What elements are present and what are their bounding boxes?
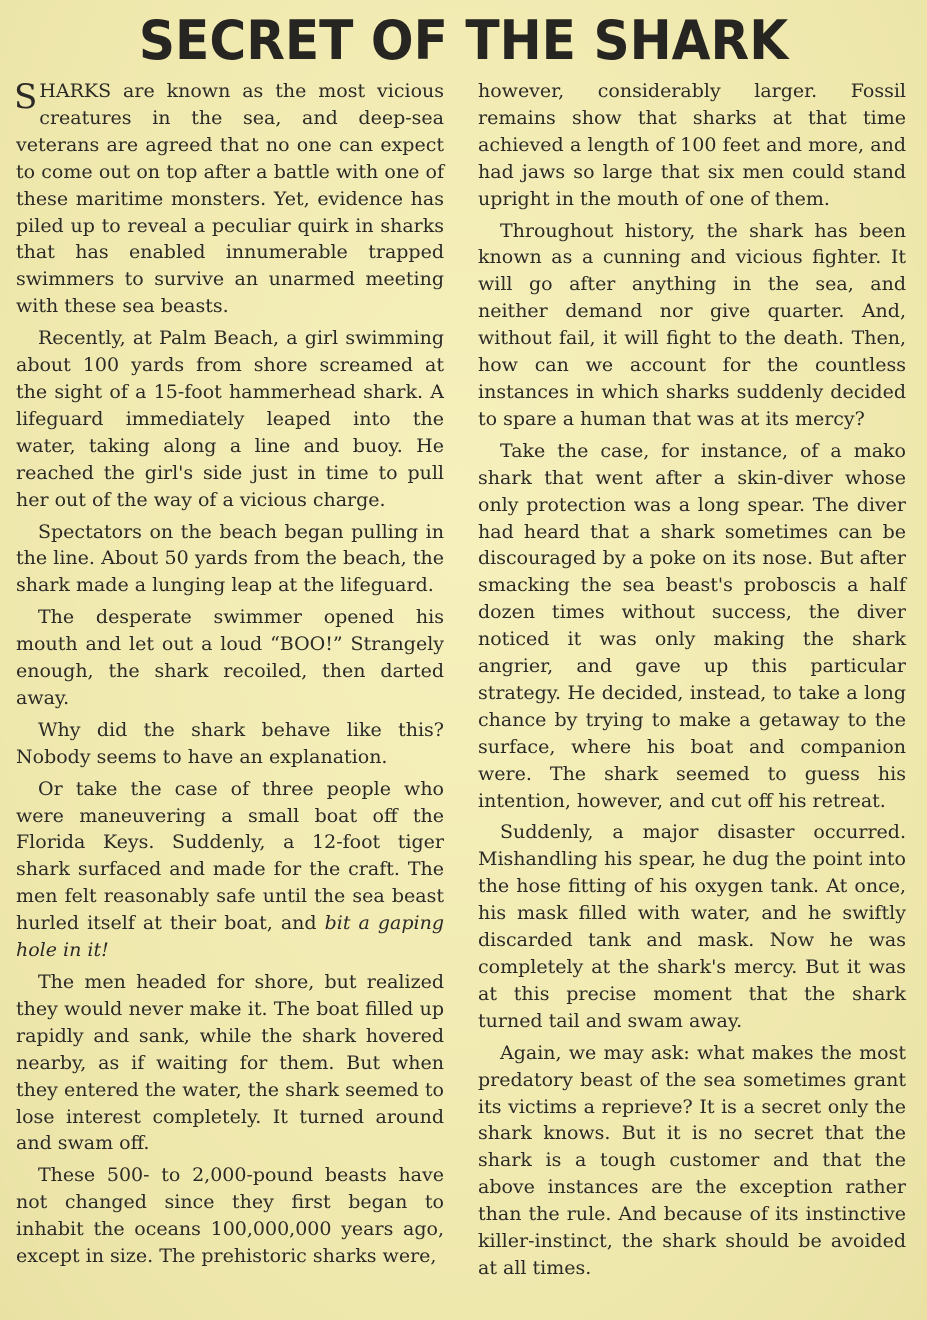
paragraph-9: however, considerably larger. Fossil remains show that sharks at that time achieved a length of 100 feet and more, and had jaws so large that six men could stand upright in the mouth of one of them. xyxy=(478,80,906,210)
paragraph-6-text: Or take the case of three people who were maneuvering a small boat off the Florida Keys. Suddenly, a 12-foot tiger shark surfaced and made for the craft. The men felt reasonably safe until the sea beast hurled itself at their boat, and xyxy=(16,777,444,935)
left-column xyxy=(16,78,444,1275)
drop-cap: S xyxy=(14,77,38,117)
paragraph-11: Take the case, for instance, of a mako shark that went after a skin-diver whose only protection was a long spear. The diver had heard that a shark sometimes can be discouraged by a poke on its nose. But after smacking the sea beast's proboscis a half dozen times without success, the diver noticed it was only making the shark angrier, and gave up this particular strategy. He decided, instead, to take a long chance by trying to make a getaway to the surface, where his boat and companion were. The shark seemed to guess his intention, however, and cut off his retreat. xyxy=(478,439,906,812)
paragraph-12: Suddenly, a major disaster occurred. Mishandling his spear, he dug the point into the hose fitting of his oxygen tank. At once, his mask filled with water, and he swiftly discarded tank and mask. Now he was completely at the shark's mercy. But it was at this precise moment that the shark turned tail and swam away. xyxy=(478,821,906,1032)
paragraph-13: Again, we may ask: what makes the most predatory beast of the sea sometimes grant its victims a reprieve? It is a secret only the shark knows. But it is no secret that the shark is a tough customer and that the above instances are the exception rather than the rule. And because of its instinctive killer-instinct, the shark should be avoided at all times. xyxy=(478,1041,906,1279)
paragraph-6 xyxy=(16,776,444,964)
paragraph-2: Recently, at Palm Beach, a girl swimming about 100 yards from shore screamed at the sight of a 15-foot hammerhead shark. A lifeguard immediately leaped into the water, taking along a line and buoy. He reached the girl's side just in time to pull her out of the way of a vicious charge. xyxy=(16,327,444,511)
paragraph-10: Throughout history, the shark has been known as a cunning and vicious fighter. It will go after anything in the sea, and neither demand nor give quarter. And, without fail, it will fight to the death. Then, how can we account for the countless instances in which sharks suddenly decided to spare a human that was at its mercy? xyxy=(478,219,906,430)
paragraph-3: Spectators on the beach began pulling in the line. About 50 yards from the beach, the shark made a lunging leap at the lifeguard. xyxy=(16,520,444,597)
right-column xyxy=(478,78,906,1287)
paragraph-1 xyxy=(16,78,444,320)
lead-in-caps: HARKS xyxy=(39,80,112,102)
paragraph-5: Why did the shark behave like this? Nobody seems to have an explanation. xyxy=(16,718,444,768)
paragraph-4: The desperate swimmer opened his mouth and let out a loud “BOO!” Strangely enough, the shark recoiled, then darted away. xyxy=(16,606,444,709)
paragraph-7: The men headed for shore, but realized they would never make it. The boat filled up rapidly and sank, while the shark hovered nearby, as if waiting for them. But when they entered the water, the shark seemed to lose interest completely. It turned around and swam off. xyxy=(16,971,444,1155)
article-title: SECRET OF THE SHARK xyxy=(138,9,789,72)
paragraph-1-text: are known as the most vicious creatures in the sea, and deep-sea veterans are agreed that no one can expect to come out on top after a battle with one of these maritime monsters. Yet, evidence has piled up to reveal a peculiar quirk in sharks that has enabled innumerable trapped swimmers to survive an unarmed meeting with these sea beasts. xyxy=(16,80,444,318)
paragraph-6-emphasis: bit a gaping hole in it! xyxy=(16,912,444,962)
paragraph-8: These 500- to 2,000-pound beasts have not changed since they first began to inhabit the oceans 100,000,000 years ago, except in size. The prehistoric sharks were, xyxy=(16,1164,444,1268)
